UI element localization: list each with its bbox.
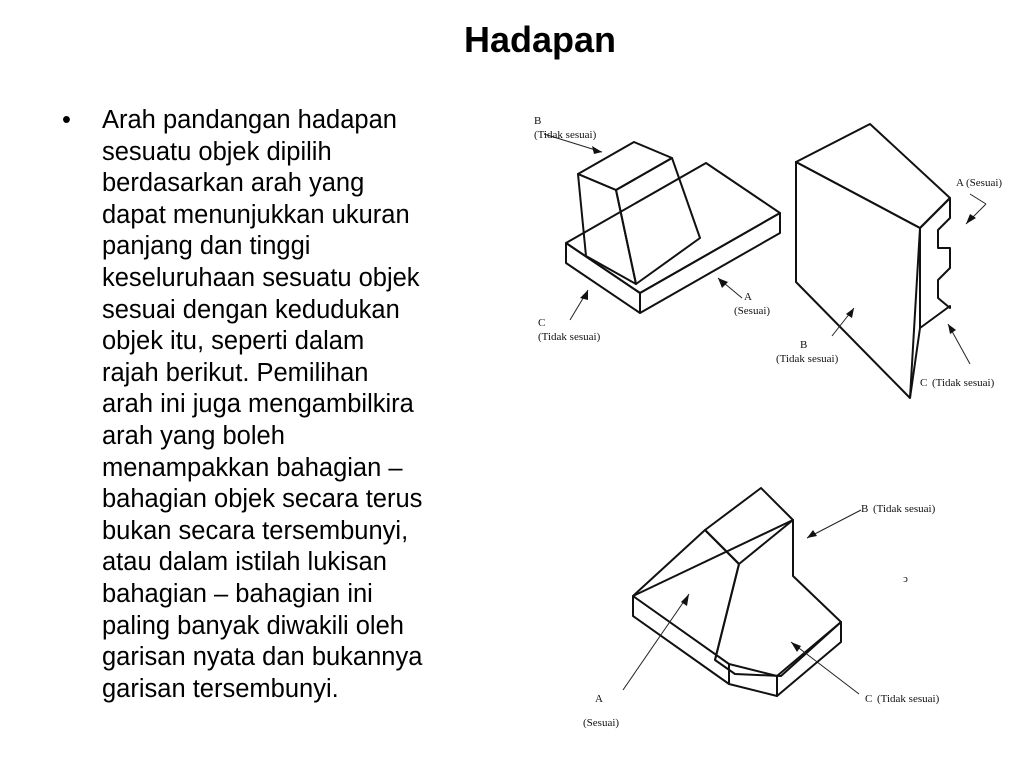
- arrowhead-b: [807, 530, 817, 538]
- paragraph-line: arah ini juga mengambilkira: [102, 390, 414, 419]
- paragraph-line: atau dalam istilah lukisan: [102, 548, 387, 577]
- figure3-stray-mark: ͻ: [903, 573, 908, 585]
- l-block-outline: [633, 488, 841, 696]
- paragraph-line: dapat menunjukkan ukuran: [102, 200, 410, 229]
- bullet-marker: •: [62, 106, 71, 134]
- figure1-label-a-note: (Sesuai): [734, 305, 771, 317]
- figure1-label-a: A: [744, 291, 752, 303]
- bullet-item: [62, 105, 542, 705]
- arrow-a: [970, 194, 986, 204]
- arrowhead-c: [791, 642, 801, 652]
- figure2-label-b-note: (Tidak sesuai): [776, 353, 839, 365]
- arrow-c: [791, 642, 859, 694]
- figure1-label-c: C: [538, 317, 546, 329]
- paragraph-line: berdasarkan arah yang: [102, 169, 365, 198]
- figure-l-block: [575, 480, 975, 730]
- arrowhead-c: [948, 324, 956, 334]
- figure3-label-b: B: [861, 503, 869, 515]
- paragraph-line: garisan tersembunyi.: [102, 674, 339, 703]
- paragraph-line: panjang dan tinggi: [102, 232, 311, 261]
- paragraph-line: rajah berikut. Pemilihan: [102, 358, 369, 387]
- paragraph-line: sesuatu objek dipilih: [102, 137, 332, 166]
- paragraph-line: garisan nyata dan bukannya: [102, 643, 423, 672]
- figure1-label-b: B: [534, 115, 542, 127]
- arrowhead-a: [718, 278, 728, 288]
- paragraph-line: paling banyak diwakili oleh: [102, 611, 404, 640]
- paragraph-line: bukan secara tersembunyi,: [102, 516, 409, 545]
- paragraph-line: bahagian – bahagian ini: [102, 579, 373, 608]
- arrowhead-c: [580, 290, 588, 300]
- paragraph-line: keseluruhaan sesuatu objek: [102, 263, 420, 292]
- paragraph-line: sesuai dengan kedudukan: [102, 295, 400, 324]
- paragraph-line: arah yang boleh: [102, 421, 285, 450]
- stepped-block-outline: [566, 142, 780, 313]
- paragraph-line: Arah pandangan hadapan: [102, 106, 397, 134]
- paragraph-line: menampakkan bahagian –: [102, 453, 403, 482]
- figure3-label-a-note: (Sesuai): [583, 717, 620, 729]
- slide-title: Hadapan: [463, 19, 617, 60]
- arrowhead-b: [592, 146, 602, 154]
- figure2-label-c-note: (Tidak sesuai): [932, 377, 995, 389]
- figure2-label-a: A: [956, 177, 964, 189]
- figure1-label-b-note: (Tidak sesuai): [534, 129, 597, 141]
- figure-stepped-block: [530, 108, 780, 353]
- figure3-label-c-note: (Tidak sesuai): [877, 693, 940, 705]
- figure3-label-b-note: (Tidak sesuai): [873, 503, 936, 515]
- paragraph-line: objek itu, seperti dalam: [102, 327, 365, 356]
- figure2-label-c: C: [920, 377, 928, 389]
- paragraph-line: bahagian objek secara terus: [102, 485, 423, 514]
- figure-slanted-wedge: [770, 118, 1010, 408]
- figure1-label-c-note: (Tidak sesuai): [538, 331, 601, 343]
- figure2-label-b: B: [800, 339, 808, 351]
- figure2-label-a-note: (Sesuai): [966, 177, 1003, 189]
- paragraph: [102, 105, 542, 705]
- figure3-label-a: A: [595, 693, 603, 705]
- body-text: [62, 105, 542, 705]
- figure3-label-c: C: [865, 693, 873, 705]
